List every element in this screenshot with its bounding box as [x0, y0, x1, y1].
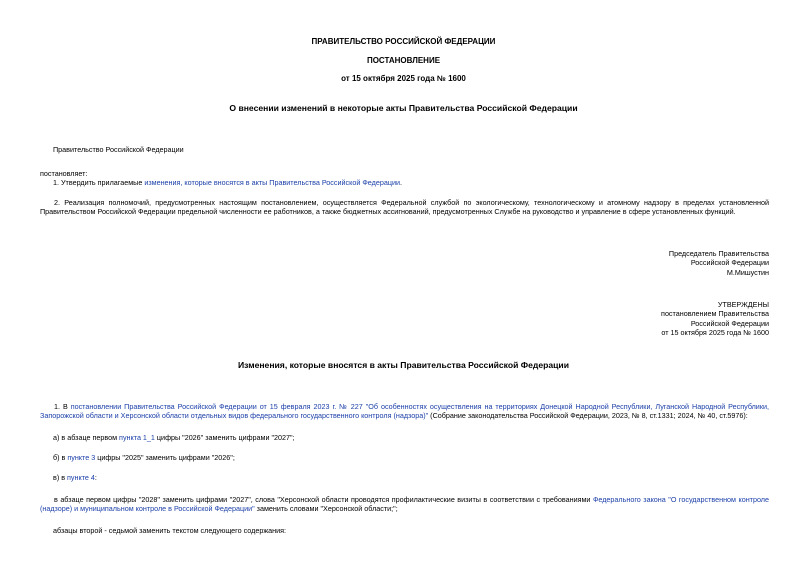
subitem-a-prefix: а) в абзаце первом [53, 433, 120, 442]
subitem-b [53, 453, 235, 462]
subitem-a [53, 433, 295, 442]
subitem-v [53, 473, 97, 482]
signature-title: Председатель Правительства [668, 249, 769, 258]
approval-line-4: от 15 октября 2025 года № 1600 [661, 328, 769, 338]
signature-name: М.Мишустин [726, 267, 769, 277]
changes-item-1 [40, 402, 769, 421]
item-1-suffix: . [399, 178, 402, 187]
subitem-v-p1-prefix: в абзаце первом цифры "2028" заменить цифрами "2027", слова "Херсонской области проводятся профилактические визиты в соответствии с требованиями [54, 495, 593, 504]
clause-4-link[interactable]: пункте 4 [67, 473, 95, 482]
subitem-b-prefix: б) в [53, 453, 68, 462]
item-1-prefix: 1. Утвердить прилагаемые [53, 178, 145, 187]
approval-line-3: Российской Федерации [690, 318, 769, 328]
intro-text: Правительство Российской Федерации [53, 145, 184, 154]
doc-type-heading: ПОСТАНОВЛЕНИЕ [366, 56, 441, 65]
clause-3-link[interactable]: пункте 3 [67, 453, 96, 462]
changes-title: Изменения, которые вносятся в акты Правительства Российской Федерации [237, 360, 569, 370]
subitem-v-paragraph-1 [40, 495, 769, 514]
changes-link[interactable]: изменения, которые вносятся в акты Правительства Российской Федерации [144, 178, 400, 187]
doc-date-number: от 15 октября 2025 года № 1600 [341, 74, 466, 83]
approval-line-1: УТВЕРЖДЕНЫ [717, 300, 769, 309]
government-heading: ПРАВИТЕЛЬСТВО РОССИЙСКОЙ ФЕДЕРАЦИИ [311, 37, 496, 46]
decides-text: постановляет: [40, 169, 88, 178]
subitem-v-paragraph-2: абзацы второй - седьмой заменить текстом следующего содержания: [53, 526, 287, 535]
subitem-b-suffix: цифры "2025" заменить цифрами "2026"; [95, 453, 235, 462]
item-2-paragraph: 2. Реализация полномочий, предусмотренных настоящим постановлением, осуществляется Федеральной службой по экологическому, технологическому и атомному надзору в пределах установленной Правительством Российской Федерации предельной численности ее работников, а также бюджетных ассигнований, предусмотренных Службе на руководство и управление в сфере установленных функций. [40, 198, 769, 217]
signature-org: Российской Федерации [690, 258, 769, 268]
approval-block [661, 300, 769, 338]
changes-item-1-suffix: (Собрание законодательства Российской Федерации, 2023, № 8, ст.1331; 2024, № 40, ст.5976): [428, 411, 748, 421]
subitem-v-prefix: в) в [53, 473, 68, 482]
subitem-v-p1-suffix: заменить словами "Херсонской области;"; [254, 504, 398, 514]
item-1-paragraph [53, 178, 402, 187]
approval-line-2: постановлением Правительства [661, 309, 769, 319]
resolution-227-link[interactable]: постановлении Правительства Российской Федерации от 15 февраля 2023 г. № 227 "Об особенностях осуществления на территориях Донецкой Народной Республики, Луганской Народной Республики, Запорожской области и Херсонской области отдельных видов федерального государственного контроля (надзора)" [40, 402, 769, 421]
doc-title: О внесении изменений в некоторые акты Правительства Российской Федерации [229, 103, 578, 113]
changes-item-1-prefix: 1. В [54, 402, 71, 411]
signature-block [669, 249, 769, 277]
clause-1-1-link[interactable]: пункта 1_1 [119, 433, 155, 442]
federal-law-link[interactable]: Федерального закона "О государственном контроле (надзоре) и муниципальном контроле в Российской Федерации" [40, 495, 770, 514]
subitem-v-suffix: : [94, 473, 97, 482]
subitem-a-suffix: цифры "2026" заменить цифрами "2027"; [154, 433, 295, 442]
